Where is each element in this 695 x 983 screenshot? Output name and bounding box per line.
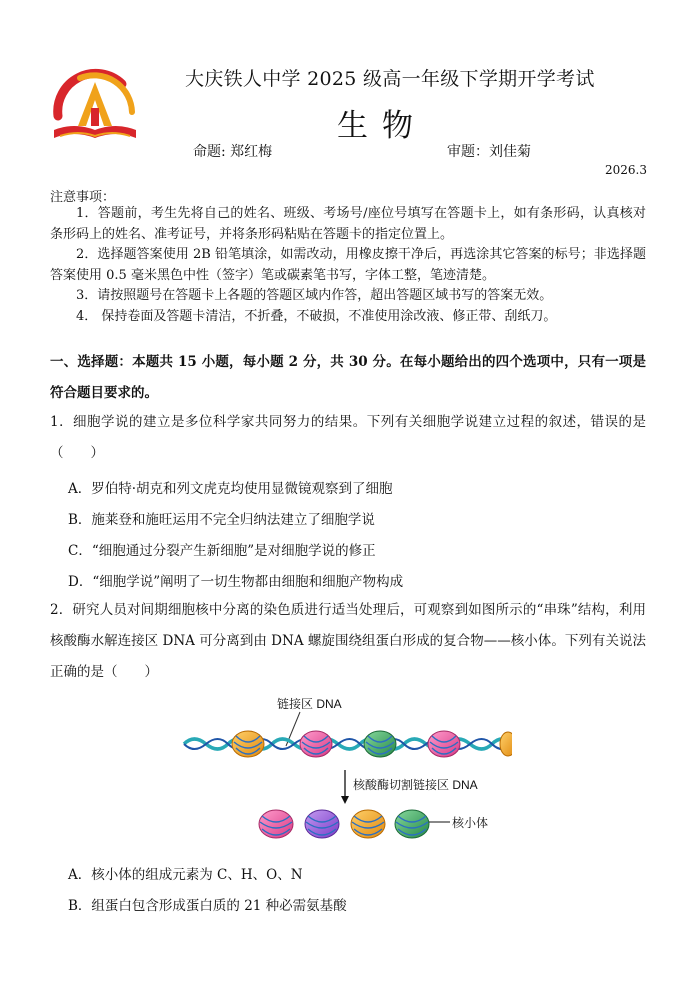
label-linker-dna: 链接区 DNA xyxy=(277,697,342,711)
notice-heading: 注意事项： xyxy=(50,190,116,205)
label-enzyme: 核酸酶切割链接区 DNA xyxy=(353,778,478,792)
question-2-stem: 2．研究人员对间期细胞核中分离的染色质进行适当处理后，可观察到如图所示的“串珠”结构，利用核酸酶水解连接区 DNA 可分离到由 DNA 螺旋围绕组蛋白形成的复合物——核小体。下列有关说法正确的是（ ） xyxy=(50,602,646,680)
bead-orange-partial xyxy=(500,732,512,756)
q1-option-d: D．“细胞学说”阐明了一切生物都由细胞和细胞产物构成 xyxy=(68,574,404,590)
author-line: 命题: 郑红梅 xyxy=(193,144,273,160)
q1-option-b: B．施莱登和施旺运用不完全归纳法建立了细胞学说 xyxy=(68,512,375,528)
subject-title: 生物 xyxy=(337,108,427,144)
nucleosome-pink xyxy=(259,810,293,838)
nucleosome-purple xyxy=(305,810,339,838)
cut-arrow-head xyxy=(341,796,349,804)
notice-list xyxy=(50,204,646,327)
label-nucleosome: 核小体 xyxy=(452,816,489,830)
q2-option-b: B．组蛋白包含形成蛋白质的 21 种必需氨基酸 xyxy=(68,898,347,914)
q2-option-a: A．核小体的组成元素为 C、H、O、N xyxy=(68,867,303,883)
q1-option-a: A．罗伯特·胡克和列文虎克均使用显微镜观察到了细胞 xyxy=(68,481,393,497)
notice-item-4: 4． 保持卷面及答题卡清洁，不折叠，不破损，不准使用涂改液、修正带、刮纸刀。 xyxy=(76,308,557,324)
q1-option-c: C．“细胞通过分裂产生新细胞”是对细胞学说的修正 xyxy=(68,543,376,559)
notice-item-3: 3．请按照题号在答题卡上各题的答题区域内作答，超出答题区域书写的答案无效。 xyxy=(76,288,553,303)
notice-item-2: 2．选择题答案使用 2B 铅笔填涂，如需改动，用橡皮擦干净后，再选涂其它答案的标号；非选择题答案使用 0.5 毫米黑色中性（签字）笔或碳素笔书写，字体工整，笔迹清楚。 xyxy=(50,247,646,283)
exam-title: 大庆铁人中学 2025 级高一年级下学期开学考试 xyxy=(185,68,595,90)
school-logo xyxy=(50,68,140,144)
section-heading: 一、选择题：本题共 15 小题，每小题 2 分，共 30 分。在每小题给出的四个选项中，只有一项是符合题目要求的。 xyxy=(50,354,646,401)
reviewer-line: 审题：刘佳菊 xyxy=(447,144,531,160)
nucleosome-figure xyxy=(182,690,512,850)
exam-date: 2026.3 xyxy=(605,163,647,177)
nucleosome-green xyxy=(395,810,429,838)
question-1-stem: 1．细胞学说的建立是多位科学家共同努力的结果。下列有关细胞学说建立过程的叙述，错误的是（ ） xyxy=(50,414,646,461)
bead-orange-1 xyxy=(232,731,264,757)
notice-item-1: 1．答题前，考生先将自己的姓名、班级、考场号/座位号填写在答题卡上，如有条形码，认真核对条形码上的姓名、准考证号，并将条形码粘贴在答题卡的指定位置上。 xyxy=(50,206,646,242)
bead-green-1 xyxy=(364,731,396,757)
bead-pink-2 xyxy=(428,731,460,757)
nucleosome-orange xyxy=(351,810,385,838)
bead-pink-1 xyxy=(300,731,332,757)
